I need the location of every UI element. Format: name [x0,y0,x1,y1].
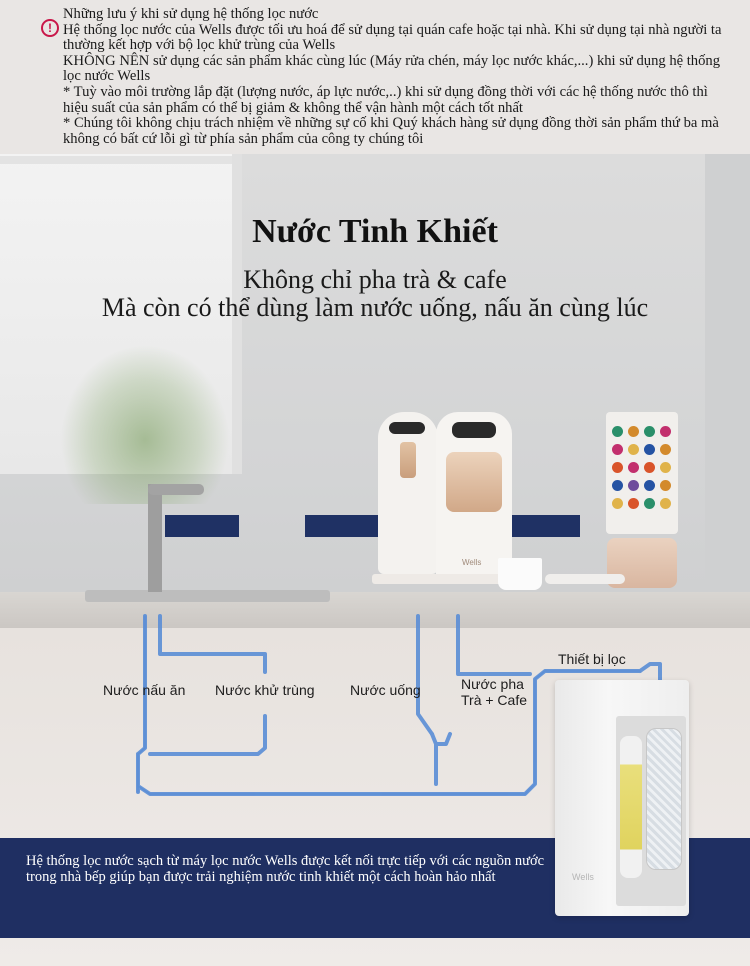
plant-image [60,344,230,504]
filter-cartridge-yellow [620,736,642,878]
notice-line: * Chúng tôi không chịu trách nhiệm về những sự cố khi Quý khách hàng sử dụng đồng thời sản phẩm thứ ba mà không có bất cứ lỗi gì từ phía sản phẩm của công ty chúng tôi [63,115,719,147]
subtitle-line-2: Mà còn có thể dùng làm nước uống, nấu ăn cùng lúc [101,293,649,322]
subtitle-line-1: Không chỉ pha trà & cafe [243,265,507,294]
notice-line: KHÔNG NÊN sử dụng các sản phẩm khác cùng lúc (Máy rửa chén, máy lọc nước khác,...) khi sử dụng hệ thống lọc nước Wells [63,52,720,85]
notice-box [0,0,750,154]
sink [85,590,330,602]
faucet-image [148,484,162,592]
label-drinking-water: Nước uống [350,682,421,698]
notice-text [63,7,723,147]
outlet-marker [165,515,239,537]
notice-line: Hệ thống lọc nước của Wells được tối ưu hoá để sử dụng tại quán cafe hoặc tại nhà. Khi sử dụng tại nhà người ta thường kết hợp với bộ lọc khử trùng của Wells [63,21,722,54]
label-filter-device: Thiết bị lọc [558,651,626,667]
label-disinfect-water: Nước khử trùng [215,682,315,698]
water-dispenser-small [378,412,438,574]
label-cooking-water: Nước nấu ăn [103,682,186,698]
plate [545,574,625,584]
page-title: Nước Tinh Khiết [252,213,498,250]
cup [498,558,542,590]
filter-cartridge-white [646,728,682,870]
notice-line: * Tuỳ vào môi trường lắp đặt (lượng nước, áp lực nước,..) khi sử dụng đồng thời với các hệ thống nước thô thì hiệu suất của sản phẩm có thể bị giảm & không thể vận hành một cách tốt nhất [63,83,708,116]
product-brand: Wells [462,558,482,567]
outlet-marker [506,515,580,537]
notice-heading: Những lưu ý khi sử dụng hệ thống lọc nước [63,6,319,22]
label-tea-coffee-water: Nước pha Trà + Cafe [461,676,528,708]
filter-brand: Wells [572,872,594,882]
outlet-marker [305,515,379,537]
alert-circle-icon: ! [41,19,59,37]
banner-text: Hệ thống lọc nước sạch từ máy lọc nước Wells được kết nối trực tiếp với các nguồn nước trong nhà bếp giúp bạn được trải nghiệm nước tinh khiết một cách hoàn hảo nhất [26,853,545,885]
capsule-rack [606,412,678,534]
